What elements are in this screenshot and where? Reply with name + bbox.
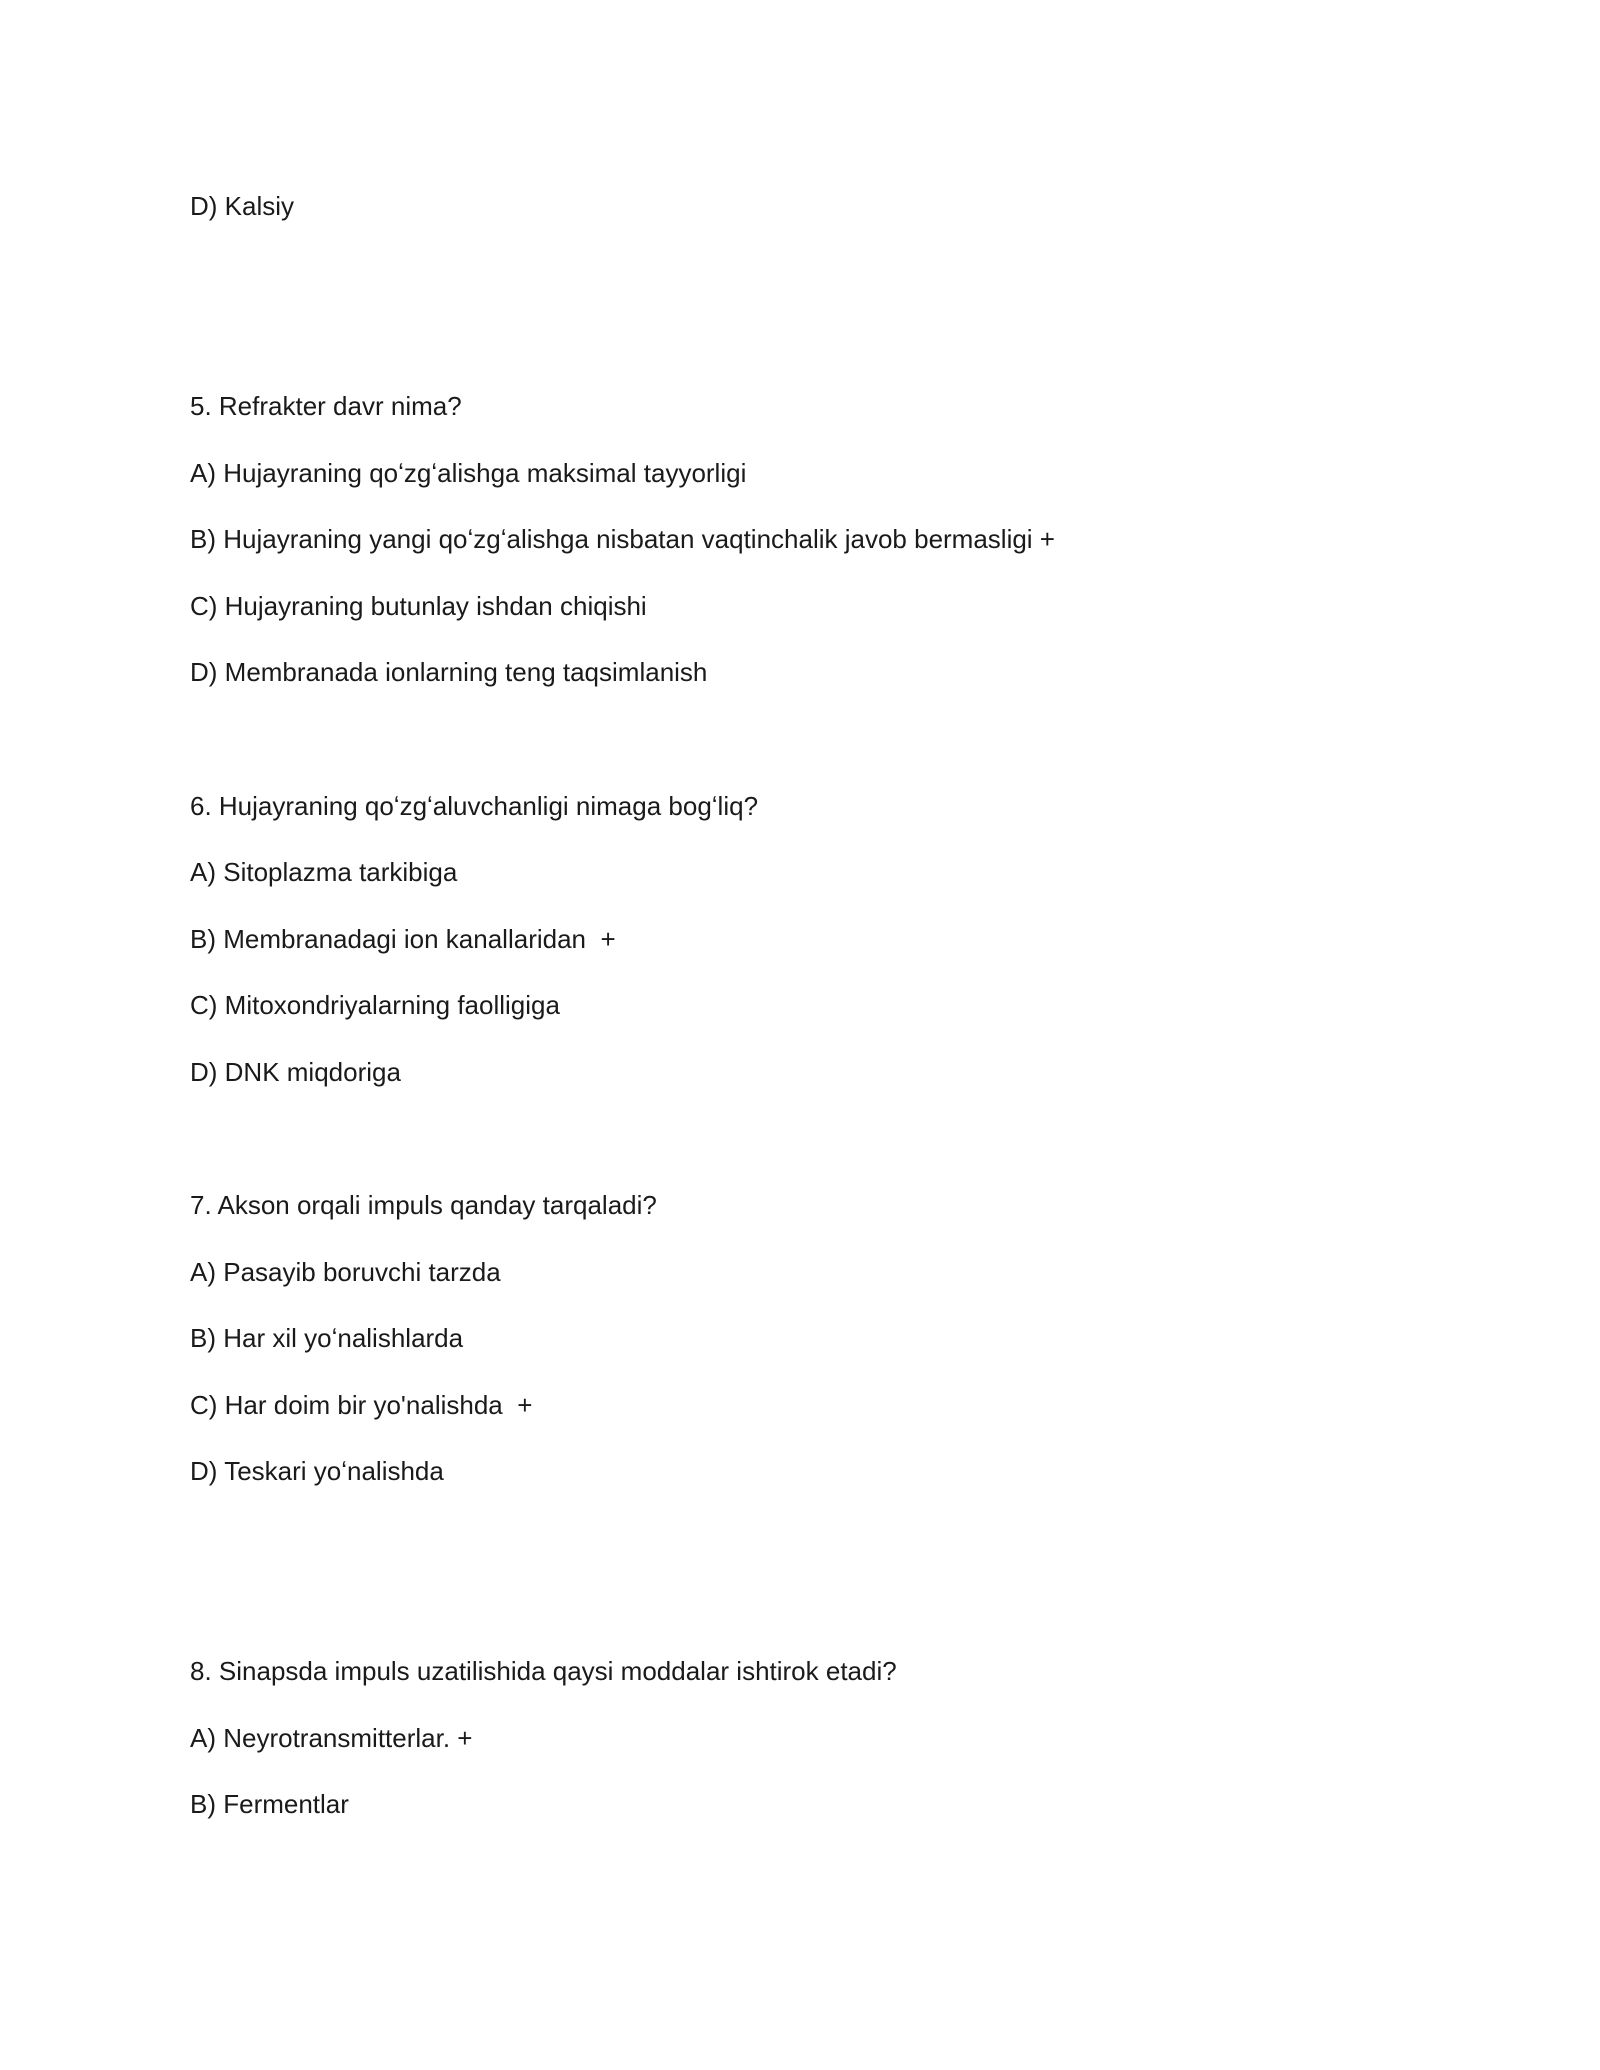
answer-option: B) Har xil yoʻnalishlarda <box>190 1323 464 1353</box>
answer-option: A) Sitoplazma tarkibiga <box>190 857 458 887</box>
answer-option: D) DNK miqdoriga <box>190 1057 401 1087</box>
answer-option: A) Hujayraning qoʻzgʻalishga maksimal tayyorligi <box>190 458 747 488</box>
answer-option: C) Hujayraning butunlay ishdan chiqishi <box>190 591 647 621</box>
question-title: 6. Hujayraning qoʻzgʻaluvchanligi nimaga bogʻliq? <box>190 791 759 821</box>
answer-option: B) Membranadagi ion kanallaridan + <box>190 924 616 954</box>
answer-option: A) Pasayib boruvchi tarzda <box>190 1257 501 1287</box>
answer-option: B) Fermentlar <box>190 1789 349 1819</box>
question-title: 8. Sinapsda impuls uzatilishida qaysi moddalar ishtirok etadi? <box>190 1656 897 1686</box>
answer-option: D) Membranada ionlarning teng taqsimlanish <box>190 657 708 687</box>
answer-option: C) Mitoxondriyalarning faolligiga <box>190 990 560 1020</box>
answer-option: A) Neyrotransmitterlar. + <box>190 1723 473 1753</box>
answer-option: D) Teskari yoʻnalishda <box>190 1456 444 1486</box>
answer-option: B) Hujayraning yangi qoʻzgʻalishga nisbatan vaqtinchalik javob bermasligi + <box>190 524 1055 554</box>
answer-option: C) Har doim bir yo'nalishda + <box>190 1390 533 1420</box>
question-title: 5. Refrakter davr nima? <box>190 391 462 421</box>
answer-option: D) Kalsiy <box>190 191 295 221</box>
question-title: 7. Akson orqali impuls qanday tarqaladi? <box>190 1190 657 1220</box>
